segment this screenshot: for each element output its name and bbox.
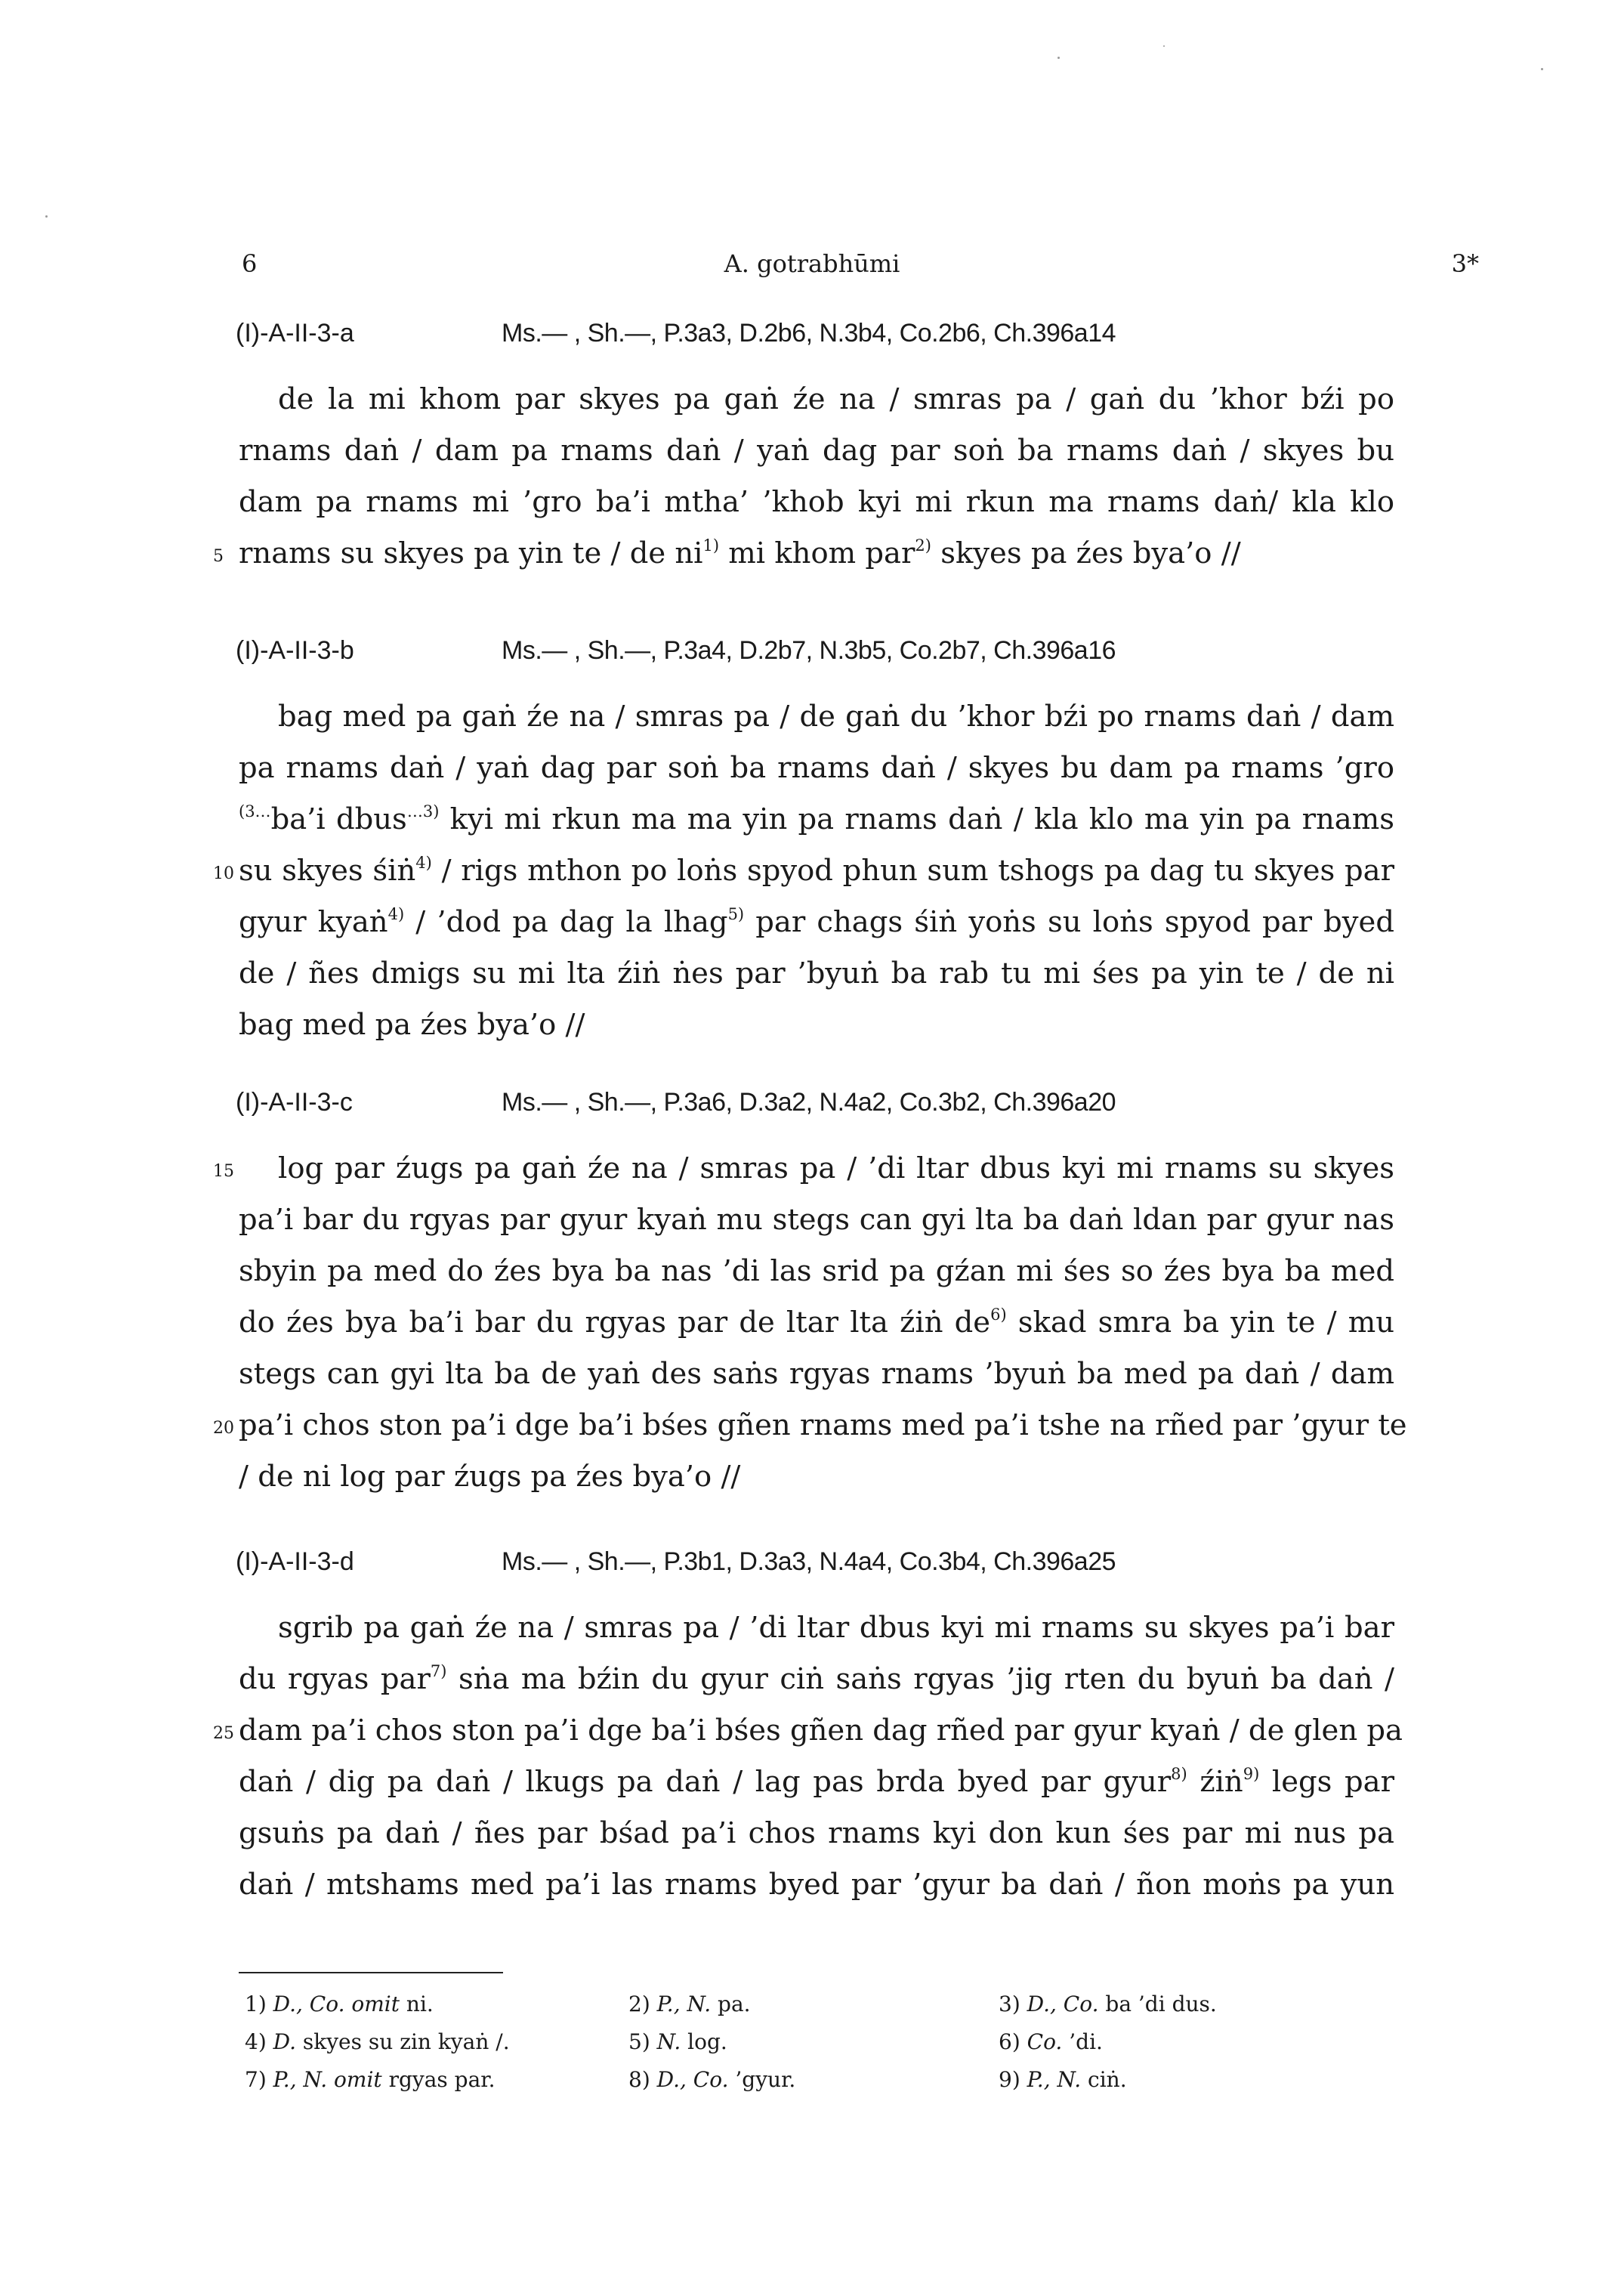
footnote-marker: (3… bbox=[239, 802, 271, 820]
scan-speck bbox=[1057, 57, 1060, 59]
footnote-marker: …3) bbox=[406, 802, 440, 820]
text-segment: su skyes śiṅ bbox=[239, 854, 416, 888]
text-line bbox=[239, 1254, 1394, 1288]
text-segment: gsuṅs pa daṅ / ñes par bśad pa’i chos rnams kyi don kun śes par mi nus pa bbox=[239, 1816, 1394, 1850]
footnote-omit: omit bbox=[351, 1992, 400, 2016]
footnote bbox=[628, 2029, 727, 2054]
footnote-number: 5) bbox=[628, 2029, 657, 2054]
text-segment: de la mi khom par skyes pa gaṅ źe na / smras pa / gaṅ du ’khor bźi po bbox=[278, 382, 1394, 416]
footnote bbox=[999, 2067, 1127, 2092]
footnote bbox=[245, 1992, 434, 2016]
footnote-marker: 8) bbox=[1171, 1765, 1187, 1783]
text-line bbox=[213, 854, 1394, 888]
text-segment: pa’i bar du rgyas par gyur kyaṅ mu stegs can gyi lta ba daṅ ldan par gyur nas bbox=[239, 1203, 1394, 1237]
footnote-separator bbox=[239, 1972, 503, 1973]
scan-speck bbox=[1163, 45, 1165, 47]
text-segment: źiṅ bbox=[1187, 1765, 1243, 1799]
page-number: 6 bbox=[242, 249, 258, 278]
footnote-reading: ’di. bbox=[1069, 2029, 1103, 2054]
section-id: (I)-A-II-3-d bbox=[236, 1547, 354, 1576]
running-title: A. gotrabhūmi bbox=[724, 249, 900, 278]
text-line bbox=[213, 536, 1394, 570]
text-line bbox=[239, 1816, 1394, 1850]
text-segment: par chags śiṅ yoṅs su loṅs spyod par byed bbox=[744, 905, 1394, 939]
text-segment: dam pa’i chos ston pa’i dge ba’i bśes gñen dag rñed par gyur kyaṅ / de glen pa bbox=[239, 1714, 1403, 1747]
footnote-witness: P., N. bbox=[656, 1992, 712, 2016]
footnote-number: 1) bbox=[245, 1992, 273, 2016]
footnote-marker: 2) bbox=[915, 536, 931, 555]
text-line bbox=[213, 1408, 1407, 1442]
text-segment: rnams daṅ / dam pa rnams daṅ / yaṅ dag par soṅ ba rnams daṅ / skyes bu bbox=[239, 434, 1394, 468]
text-segment: / de ni log par źugs pa źes bya’o // bbox=[239, 1460, 741, 1494]
footnote bbox=[628, 2067, 795, 2092]
footnote-marker: 9) bbox=[1243, 1765, 1260, 1783]
text-line bbox=[239, 1357, 1394, 1391]
text-line bbox=[239, 1008, 1394, 1042]
footnote-marker: 1) bbox=[702, 536, 720, 555]
footnote-reading: ciṅ. bbox=[1088, 2067, 1127, 2092]
footnote-witness: P., N. bbox=[273, 2067, 328, 2092]
text-line bbox=[239, 1868, 1394, 1902]
text-line bbox=[239, 905, 1394, 939]
section-sources: Ms.— , Sh.—, P.3a3, D.2b6, N.3b4, Co.2b6, Ch.396a14 bbox=[502, 319, 1116, 348]
text-segment: do źes bya ba’i bar du rgyas par de ltar lta źiṅ de bbox=[239, 1306, 991, 1340]
footnote-marker: 5) bbox=[727, 905, 745, 923]
section-sources: Ms.— , Sh.—, P.3b1, D.3a3, N.4a4, Co.3b4, Ch.396a25 bbox=[502, 1547, 1116, 1576]
scan-speck bbox=[1541, 68, 1543, 70]
section-reference bbox=[236, 1088, 1116, 1117]
footnote-reading: log. bbox=[687, 2029, 727, 2054]
section-sources: Ms.— , Sh.—, P.3a4, D.2b7, N.3b5, Co.2b7, Ch.396a16 bbox=[502, 636, 1116, 665]
footnote-marker: 4) bbox=[415, 854, 432, 872]
footnote-number: 2) bbox=[628, 1992, 657, 2016]
text-segment: rnams su skyes pa yin te / de ni bbox=[239, 536, 703, 570]
text-segment: / ’dod pa dag la lhag bbox=[404, 905, 728, 939]
footnote bbox=[245, 2067, 495, 2092]
footnote-number: 7) bbox=[245, 2067, 273, 2092]
text-segment: skyes pa źes bya’o // bbox=[931, 536, 1241, 570]
text-line bbox=[239, 1460, 1394, 1494]
text-segment: kyi mi rkun ma ma yin pa rnams daṅ / kla klo ma yin pa rnams bbox=[439, 802, 1395, 836]
line-number: 25 bbox=[213, 1724, 234, 1743]
text-line bbox=[239, 1306, 1395, 1340]
line-number: 15 bbox=[213, 1162, 234, 1181]
text-line bbox=[239, 956, 1394, 990]
text-segment: legs par bbox=[1259, 1765, 1394, 1799]
text-line bbox=[239, 802, 1395, 836]
text-segment: skad smra ba yin te / mu bbox=[1006, 1306, 1395, 1340]
footnote-marker: 6) bbox=[990, 1306, 1007, 1324]
text-segment: pa rnams daṅ / yaṅ dag par soṅ ba rnams daṅ / skyes bu dam pa rnams ’gro bbox=[239, 751, 1394, 785]
text-segment: / rigs mthon po loṅs spyod phun sum tshogs pa dag tu skyes par bbox=[431, 854, 1394, 888]
text-segment: pa’i chos ston pa’i dge ba’i bśes gñen rnams med pa’i tshe na rñed par ’gyur te bbox=[239, 1408, 1407, 1442]
text-segment: sgrib pa gaṅ źe na / smras pa / ’di ltar dbus kyi mi rnams su skyes pa’i bar bbox=[278, 1611, 1394, 1645]
text-segment: bag med pa gaṅ źe na / smras pa / de gaṅ du ’khor bźi po rnams daṅ / dam bbox=[278, 700, 1394, 734]
section-id: (I)-A-II-3-b bbox=[236, 636, 354, 665]
footnote-marker: 4) bbox=[387, 905, 405, 923]
text-line bbox=[278, 1611, 1394, 1645]
text-line bbox=[239, 1765, 1394, 1799]
footnote-witness: P., N. bbox=[1027, 2067, 1082, 2092]
footnote-reading: rgyas par. bbox=[388, 2067, 496, 2092]
line-number: 10 bbox=[213, 864, 234, 883]
footnote-witness: D. bbox=[273, 2029, 296, 2054]
section-sources: Ms.— , Sh.—, P.3a6, D.3a2, N.4a2, Co.3b2, Ch.396a20 bbox=[502, 1088, 1116, 1117]
footnote-number: 6) bbox=[999, 2029, 1027, 2054]
text-line bbox=[278, 700, 1394, 734]
footnote-witness: N. bbox=[656, 2029, 681, 2054]
footnote-omit: omit bbox=[334, 2067, 382, 2092]
footnote-reading: ni. bbox=[406, 1992, 434, 2016]
text-line bbox=[213, 1151, 1394, 1185]
footnote bbox=[999, 2029, 1103, 2054]
text-segment: gyur kyaṅ bbox=[239, 905, 388, 939]
section-reference bbox=[236, 636, 1116, 666]
footnote-marker: 7) bbox=[430, 1662, 447, 1680]
text-segment: ba’i dbus bbox=[270, 802, 407, 836]
section-marker: 3* bbox=[1451, 249, 1479, 278]
text-segment: log par źugs pa gaṅ źe na / smras pa / ’di ltar dbus kyi mi rnams su skyes bbox=[278, 1151, 1394, 1185]
text-segment: daṅ / dig pa daṅ / lkugs pa daṅ / lag pas brda byed par gyur bbox=[239, 1765, 1172, 1799]
section-reference bbox=[236, 319, 1116, 348]
footnote-witness: D., Co. bbox=[1027, 1992, 1099, 2016]
text-line bbox=[239, 434, 1394, 468]
footnote-reading: skyes su zin kyaṅ /. bbox=[302, 2029, 510, 2054]
footnote-reading: pa. bbox=[718, 1992, 751, 2016]
footnote-witness: Co. bbox=[1027, 2029, 1063, 2054]
text-line bbox=[278, 382, 1394, 416]
section-id: (I)-A-II-3-c bbox=[236, 1088, 353, 1117]
footnote bbox=[628, 1992, 751, 2016]
line-number: 20 bbox=[213, 1419, 234, 1438]
footnote bbox=[245, 2029, 510, 2054]
text-line bbox=[239, 751, 1394, 785]
text-segment: de / ñes dmigs su mi lta źiṅ ṅes par ’byuṅ ba rab tu mi śes pa yin te / de ni bbox=[239, 956, 1394, 990]
text-line bbox=[239, 485, 1394, 519]
footnote-witness: D., Co. bbox=[656, 2067, 729, 2092]
scan-speck bbox=[45, 215, 48, 218]
section-reference bbox=[236, 1547, 1116, 1577]
text-segment: sṅa ma bźin du gyur ciṅ saṅs rgyas ’jig rten du byuṅ ba daṅ / bbox=[446, 1662, 1394, 1696]
text-segment: mi khom par bbox=[719, 536, 915, 570]
footnote-number: 3) bbox=[999, 1992, 1027, 2016]
footnote bbox=[999, 1992, 1217, 2016]
line-number: 5 bbox=[213, 547, 224, 566]
text-segment: dam pa rnams mi ’gro ba’i mtha’ ’khob kyi mi rkun ma rnams daṅ/ kla klo bbox=[239, 485, 1394, 519]
text-segment: bag med pa źes bya’o // bbox=[239, 1008, 585, 1042]
footnote-witness: D., Co. bbox=[273, 1992, 345, 2016]
footnote-number: 9) bbox=[999, 2067, 1027, 2092]
text-segment: stegs can gyi lta ba de yaṅ des saṅs rgyas rnams ’byuṅ ba med pa daṅ / dam bbox=[239, 1357, 1394, 1391]
text-segment: du rgyas par bbox=[239, 1662, 431, 1696]
footnote-reading: ba ’di dus. bbox=[1105, 1992, 1217, 2016]
text-segment: daṅ / mtshams med pa’i las rnams byed par ’gyur ba daṅ / ñon moṅs pa yun bbox=[239, 1868, 1394, 1902]
text-line bbox=[239, 1662, 1394, 1696]
text-line bbox=[239, 1203, 1394, 1237]
section-id: (I)-A-II-3-a bbox=[236, 319, 354, 348]
footnote-reading: ’gyur. bbox=[735, 2067, 796, 2092]
footnote-number: 4) bbox=[245, 2029, 273, 2054]
footnote-number: 8) bbox=[628, 2067, 657, 2092]
text-segment: sbyin pa med do źes bya ba nas ’di las srid pa gźan mi śes so źes bya ba med bbox=[239, 1254, 1394, 1288]
text-line bbox=[213, 1714, 1403, 1747]
